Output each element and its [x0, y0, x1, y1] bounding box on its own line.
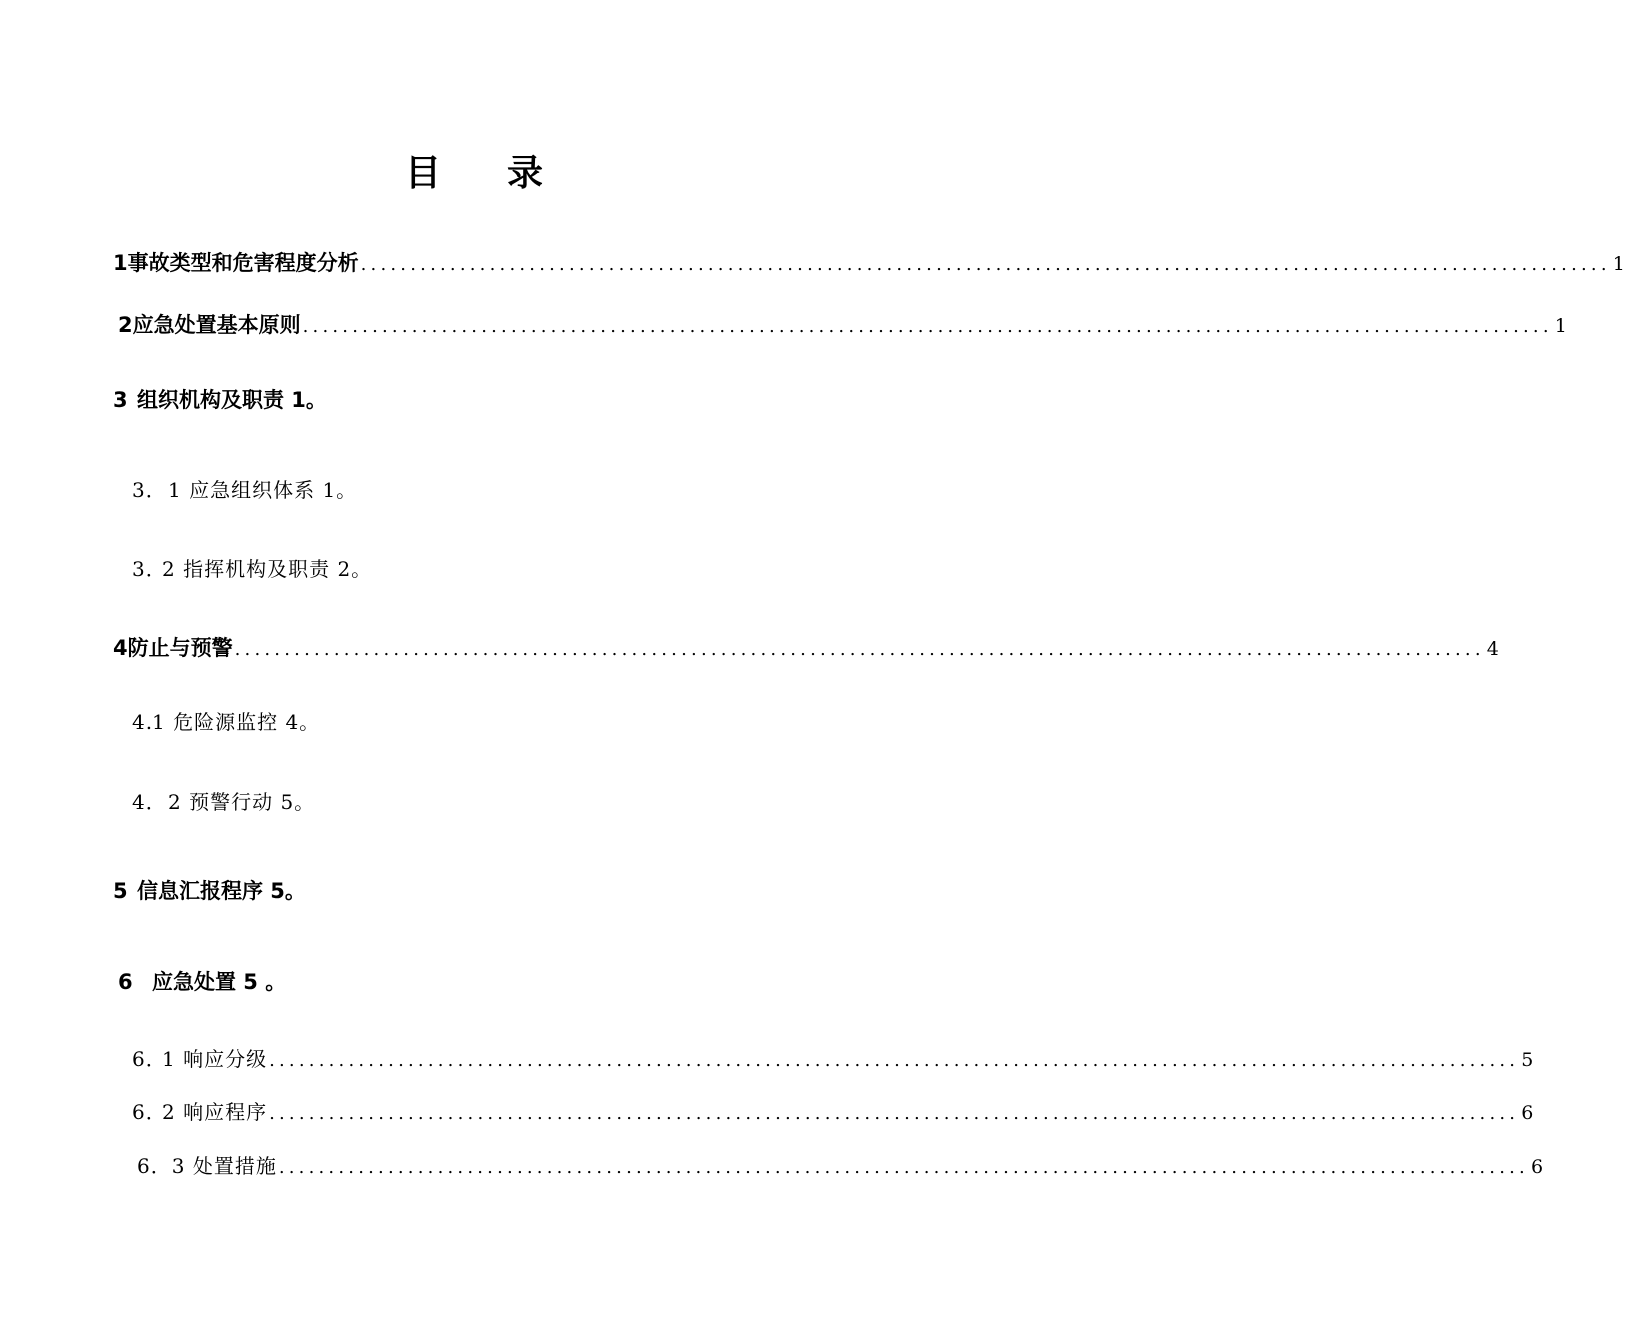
toc-number: 6 [118, 970, 133, 994]
toc-page-number: 6 [1530, 1156, 1545, 1178]
toc-leader: .............................................................................................................................. [278, 1157, 1529, 1178]
toc-number: 1 [113, 251, 128, 275]
toc-entry-1[interactable] [113, 249, 1625, 279]
toc-entry-4[interactable] [113, 634, 1499, 664]
toc-page-number: 4 [1486, 638, 1499, 660]
toc-label: 防止与预警 [127, 636, 233, 660]
toc-page-number: 1 [1554, 315, 1567, 337]
toc-page-number: 6 [1521, 1102, 1535, 1124]
toc-leader: .............................................................................................................................. [234, 639, 1485, 660]
toc-label: 组织机构及职责 1。 [137, 388, 327, 412]
toc-leader: .............................................................................................................................. [302, 316, 1553, 337]
toc-page-number: 1 [1612, 253, 1625, 275]
toc-number: 5 [113, 879, 128, 903]
toc-number: 2 [118, 313, 133, 337]
toc-number: 4． [132, 790, 167, 814]
toc-label: 2 预警行动 5。 [168, 790, 316, 814]
toc-leader: .............................................................................................................................. [360, 254, 1611, 275]
toc-label: 应急处置基本原则 [132, 313, 301, 337]
toc-label: 1 危险源监控 4。 [152, 710, 321, 734]
toc-entry-6-3[interactable] [137, 1152, 1545, 1182]
toc-entry-3[interactable] [113, 386, 327, 414]
toc-leader: .............................................................................................................................. [269, 1103, 1520, 1124]
toc-number: 4 [113, 636, 128, 660]
toc-label: 事故类型和危害程度分析 [127, 251, 359, 275]
toc-entry-3-2[interactable] [132, 555, 372, 583]
toc-number: 4. [132, 710, 154, 734]
title-char-1: 目 [404, 153, 443, 194]
toc-number: 3． [132, 557, 167, 581]
toc-label: 3 处置措施 [171, 1154, 277, 1178]
toc-number: 3 [113, 388, 128, 412]
toc-label: 2 指挥机构及职责 2。 [162, 557, 373, 581]
title-char-2: 录 [507, 153, 546, 194]
toc-number: 6． [137, 1154, 172, 1178]
toc-entry-4-1[interactable] [132, 708, 320, 736]
toc-number: 3． [132, 478, 167, 502]
toc-entry-3-1[interactable] [132, 476, 357, 504]
toc-label: 信息汇报程序 5。 [137, 879, 306, 903]
toc-entry-6[interactable] [118, 968, 286, 996]
toc-page-number: 5 [1521, 1049, 1535, 1071]
toc-label: 1 响应分级 [162, 1047, 268, 1071]
toc-leader: .............................................................................................................................. [269, 1050, 1520, 1071]
page-title [0, 148, 950, 200]
toc-entry-6-1[interactable] [132, 1045, 1535, 1075]
toc-entry-5[interactable] [113, 877, 306, 905]
toc-label: 1 应急组织体系 1。 [168, 478, 358, 502]
toc-number: 6． [132, 1047, 167, 1071]
toc-entry-2[interactable] [118, 311, 1567, 341]
toc-label: 应急处置 5 。 [152, 970, 287, 994]
toc-label: 2 响应程序 [162, 1100, 268, 1124]
toc-number: 6． [132, 1100, 167, 1124]
toc-entry-4-2[interactable] [132, 788, 315, 816]
toc-entry-6-2[interactable] [132, 1098, 1535, 1128]
